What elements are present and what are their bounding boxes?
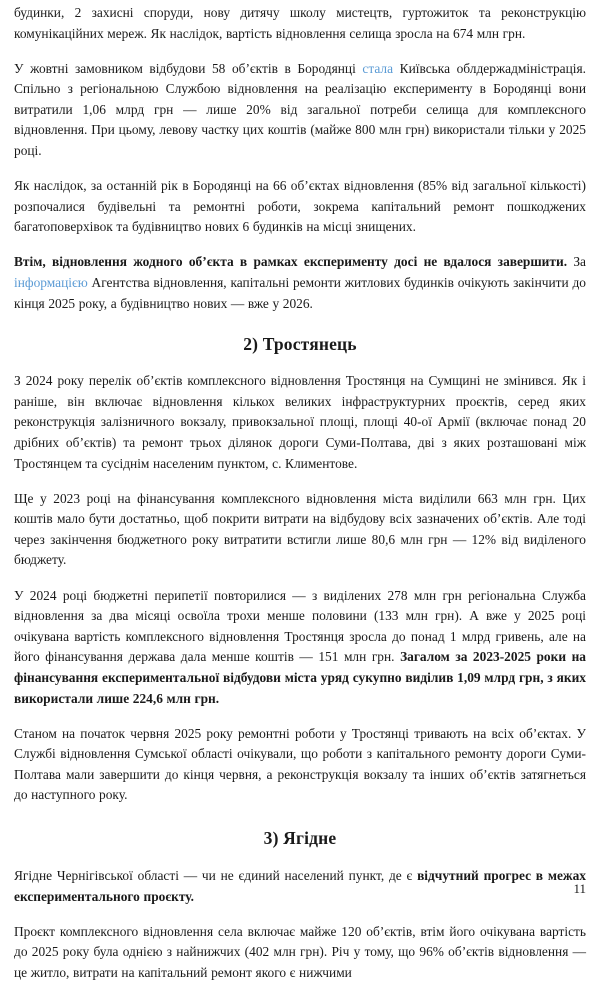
bold-emphasis-tangible-progress: відчутний прогрес в межах експериментального проєкту. — [14, 868, 586, 904]
paragraph-yahidne-project-cost: Проєкт комплексного відновлення села включає майже 120 об’єктів, втім його очікувана вартість до 2025 року була однією з найнижчих (402 млн грн). Річ у тому, що 96% об’єктів відновлення — це житло, витрати на капітальний ремонт якого є нижчими — [14, 923, 586, 980]
paragraph-trostyanets-june-status: Станом на початок червня 2025 року ремонтні роботи у Тростянці тривають на всіх об’єктах. У Службі відновлення Сумської області очікували, що роботи з капітального ремонту дороги Суми-Полтава мали завершити до кінця червня, а реконструкція вокзалу та інших об’єктів затягнеться до наступного року. — [14, 725, 586, 803]
paragraph-text-segment: Київська облдержадміністрація. Спільно з регіональною Службою відновлення на реалізацію експерименту в Бородянці вони витратили 1,06 млрд грн — лише 20% від загальної потреби селища для комплексного відновлення. При цьому, левову частку цих коштів (майже 800 млн грн) використали тільки у 2025 році. — [14, 60, 586, 159]
paragraph-borodyanka-customer — [14, 59, 586, 162]
paragraph-text-segment: За — [567, 254, 586, 270]
link-informatsieyu[interactable]: інформацією — [14, 275, 88, 291]
bold-emphasis-no-completion: Втім, відновлення жодного об’єкта в рамках експерименту досі не вдалося завершити. — [14, 254, 568, 270]
section-heading-yahidne: 3) Ягідне — [263, 828, 337, 848]
paragraph-trostyanets-objects: З 2024 року перелік об’єктів комплексного відновлення Тростянця на Сумщині не змінився. Як і раніше, він включає відновлення кількох великих інфраструктурних проєктів, серед яких реконструкція залізничного вокзалу, привокзальної площі, площі 40-ої Армії (включає понад 20 дрібних об’єктів) та ремонт трьох ділянок дороги Суми-Полтава, дві з яких розташовані між Тростянцем та сусіднім населеним пунктом, с. Климентове. — [14, 373, 586, 471]
page-number: 11 — [573, 881, 586, 896]
bold-emphasis-total-funding: Загалом за 2023-2025 роки на фінансування експериментальної відбудови міста уряд сукупно виділив 1,09 млрд грн, з яких використали лише 224,6 млн грн. — [14, 649, 587, 706]
paragraph-trostyanets-2024-2025-budget — [14, 586, 586, 710]
paragraph-text-segment: У 2024 році бюджетні перипетії повторилися — з виділених 278 млн грн регіональна Служба відновлення за два місяці освоїла трохи менше половини (133 млн грн). А вже у 2025 році очікувана вартість комплексного відновлення Тростянця зросла до понад 1 млрд гривень, але на його фінансування держава дала менше коштів — 151 млн грн. — [14, 587, 586, 665]
paragraph-no-object-completed — [14, 252, 586, 314]
paragraph-text-segment: Ягідне Чернігівської області — чи не єдиний населений пункт, де є — [14, 868, 418, 883]
paragraph-yahidne-progress — [14, 866, 586, 907]
paragraph-borodyanka-works: Як наслідок, за останній рік в Бородянці на 66 об’єктах відновлення (85% від загальної кількості) розпочалися будівельні та ремонтні роботи, зокрема капітальний ремонт пошкоджених багатоповерхівок та будівництво нових 6 будинків на місці знищених. — [14, 178, 586, 235]
paragraph-text-segment: Агентства відновлення, капітальні ремонти житлових будинків очікують закінчити до кінця 2025 року, а будівництво нових — вже у 2026. — [14, 275, 586, 311]
section-heading-trostyanets: 2) Тростянець — [243, 334, 357, 355]
link-stala[interactable]: стала — [362, 60, 394, 76]
paragraph-text-segment: У жовтні замовником відбудови 58 об’єктів в Бородянці — [14, 60, 363, 76]
paragraph-continued-intro: будинки, 2 захисні споруди, нову дитячу школу мистецтв, гуртожиток та реконструкцію комунікаційних мереж. Як наслідок, вартість відновлення селища зросла на 674 млн грн. — [14, 5, 586, 41]
paragraph-trostyanets-2023-budget: Ще у 2023 році на фінансування комплексного відновлення міста виділили 663 млн грн. Цих коштів мало бути достатньо, щоб покрити витрати на відбудову всіх зазначених об’єктів. Але тоді через закінчення бюджетного року витратити встигли лише 80,6 млн грн — 12% від виділеного бюджету. — [14, 490, 586, 568]
